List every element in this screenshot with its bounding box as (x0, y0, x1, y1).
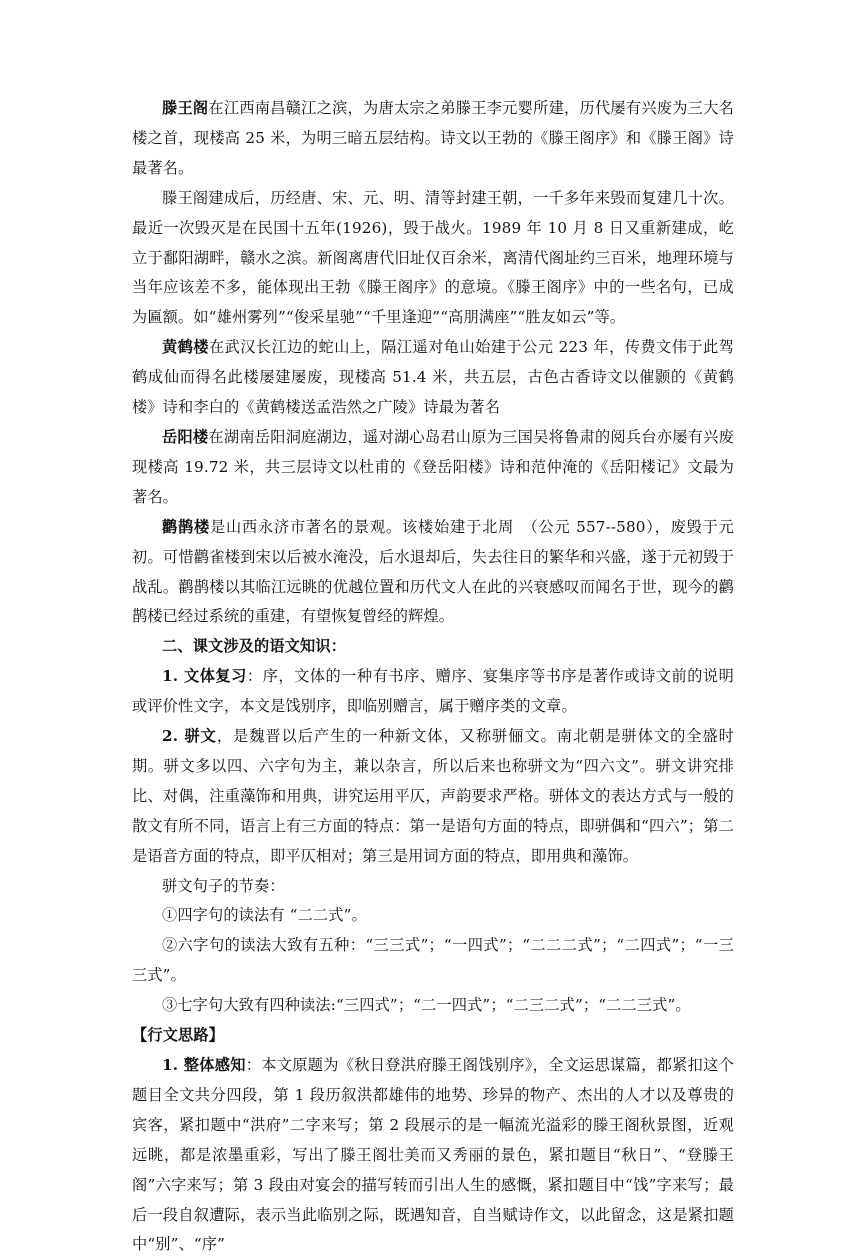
paragraph-rhythm-heading: 骈文句子的节奏： (162, 876, 285, 895)
paragraph-text: ：序，文体的一种有书序、赠序、宴集序等书序是著作或诗文前的说明或评价性文字，本文是饯别序，即临别赠言，属于赠序类的文章。 (132, 667, 734, 716)
document-page (132, 94, 734, 1260)
paragraph-text: 在湖南岳阳洞庭湖边，遥对湖心岛君山原为三国吴将鲁肃的阅兵台亦屡有兴废现楼高 19.72 米，共三层诗文以杜甫的《登岳阳楼》诗和范仲淹的《岳阳楼记》文最为著名。 (132, 427, 734, 506)
section-heading-writing-approach: 【行文思路】 (132, 1026, 225, 1045)
paragraph-yellow-crane-tower (132, 333, 734, 423)
term-yellow-crane-tower: 黄鹤楼 (162, 338, 209, 357)
term-tengwang-pavilion: 滕王阁 (162, 99, 209, 117)
term-genre-review: 1. 文体复习 (162, 667, 247, 686)
list-item-six-char: ②六字句的读法大致有五种：“三三式”；“一四式”；“二二二式”；“二四式”；“一三三式”。 (132, 936, 734, 985)
paragraph-parallel-prose (132, 722, 734, 872)
list-item-seven-char: ③七字句大致有四种读法:“三四式”；“二一四式”；“二三二式”；“二二三式”。 (162, 996, 691, 1015)
paragraph-genre-review (132, 662, 734, 722)
list-item-four-char: ①四字句的读法有 “二二式”。 (162, 906, 367, 925)
paragraph-text: ：本文原题为《秋日登洪府滕王阁饯别序》，全文运思谋篇，都紧扣这个题目全文共分四段，第 1 段历叙洪都雄伟的地势、珍异的物产、杰出的人才以及尊贵的宾客，紧扣题中“洪府”二字来写；第 2 段展示的是一幅流光溢彩的滕王阁秋景图，近观远眺，都是浓墨重彩，写出了滕王阁壮美而又秀丽的景色，紧扣题目“秋日”、“登滕王阁”六字来写；第 3 段由对宴会的描写转而引出人生的感慨，紧扣题目中“饯”字来写；最后一段自叙遭际，表示当此临别之际，既遇知音，自当赋诗作文，以此留念，这是紧扣题中“别”、“序” (132, 1056, 734, 1254)
term-yueyang-tower: 岳阳楼 (162, 427, 209, 446)
paragraph-tengwang-pavilion (132, 94, 734, 184)
paragraph-yueyang-tower (132, 423, 734, 513)
term-parallel-prose: 2. 骈文 (162, 727, 217, 746)
paragraph-text: 在武汉长江边的蛇山上，隔江遥对龟山始建于公元 223 年，传费文伟于此驾鹤成仙而得名此楼屡建屡废，现楼高 51.4 米，共五层，古色古香诗文以催颢的《黄鹤楼》诗和李白的《黄鹤楼送孟浩然之广陵》诗最为著名 (132, 338, 734, 417)
paragraph-guanque-tower (132, 513, 734, 633)
paragraph-text: ，是魏晋以后产生的一种新文体，又称骈俪文。南北朝是骈体文的全盛时期。骈文多以四、六字句为主，兼以杂言，所以后来也称骈文为“四六文”。骈文讲究排比、对偶，注重藻饰和用典，讲究运用平仄，声韵要求严格。骈体文的表达方式与一般的散文有所不同，语言上有三方面的特点：第一是语句方面的特点，即骈偶和“四六”；第二是语音方面的特点，即平仄相对；第三是用词方面的特点，即用典和藻饰。 (132, 727, 734, 865)
section-heading-language-knowledge: 二、课文涉及的语文知识： (162, 637, 347, 656)
term-overall-perception: 1. 整体感知 (162, 1056, 246, 1074)
paragraph-overall-perception (132, 1051, 734, 1260)
paragraph-tengwang-history: 滕王阁建成后，历经唐、宋、元、明、清等封建王朝，一千多年来毁而复建几十次。最近一次毁灭是在民国十五年(1926)，毁于战火。1989 年 10 月 8 日又重新建成，屹立于鄱阳湖畔，赣水之滨。新阁离唐代旧址仅百余米，离清代阁址约三百米，地理环境与当年应该差不多，能体现出王勃《滕王阁序》的意境。《滕王阁序》中的一些名句，已成为匾额。如“雄州雾列”“俊采星驰”“千里逢迎”“高朋满座”“胜友如云”等。 (132, 188, 734, 327)
paragraph-text: 在江西南昌赣江之滨，为唐太宗之弟滕王李元婴所建，历代屡有兴废为三大名楼之首，现楼高 25 米，为明三暗五层结构。诗文以王勃的《滕王阁序》和《滕王阁》诗最著名。 (132, 99, 734, 177)
term-guanque-tower: 鹳鹊楼 (162, 517, 211, 536)
paragraph-text: 是山西永济市著名的景观。该楼始建于北周 （公元 557--580），废毁于元初。可惜鹳雀楼到宋以后被水淹没，后水退却后，失去往日的繁华和兴盛，遂于元初毁于战乱。鹳鹊楼以其临江远眺的优越位置和历代文人在此的兴衰感叹而闻名于世，现今的鹳鹊楼已经过系统的重建，有望恢复曾经的辉煌。 (132, 517, 734, 626)
